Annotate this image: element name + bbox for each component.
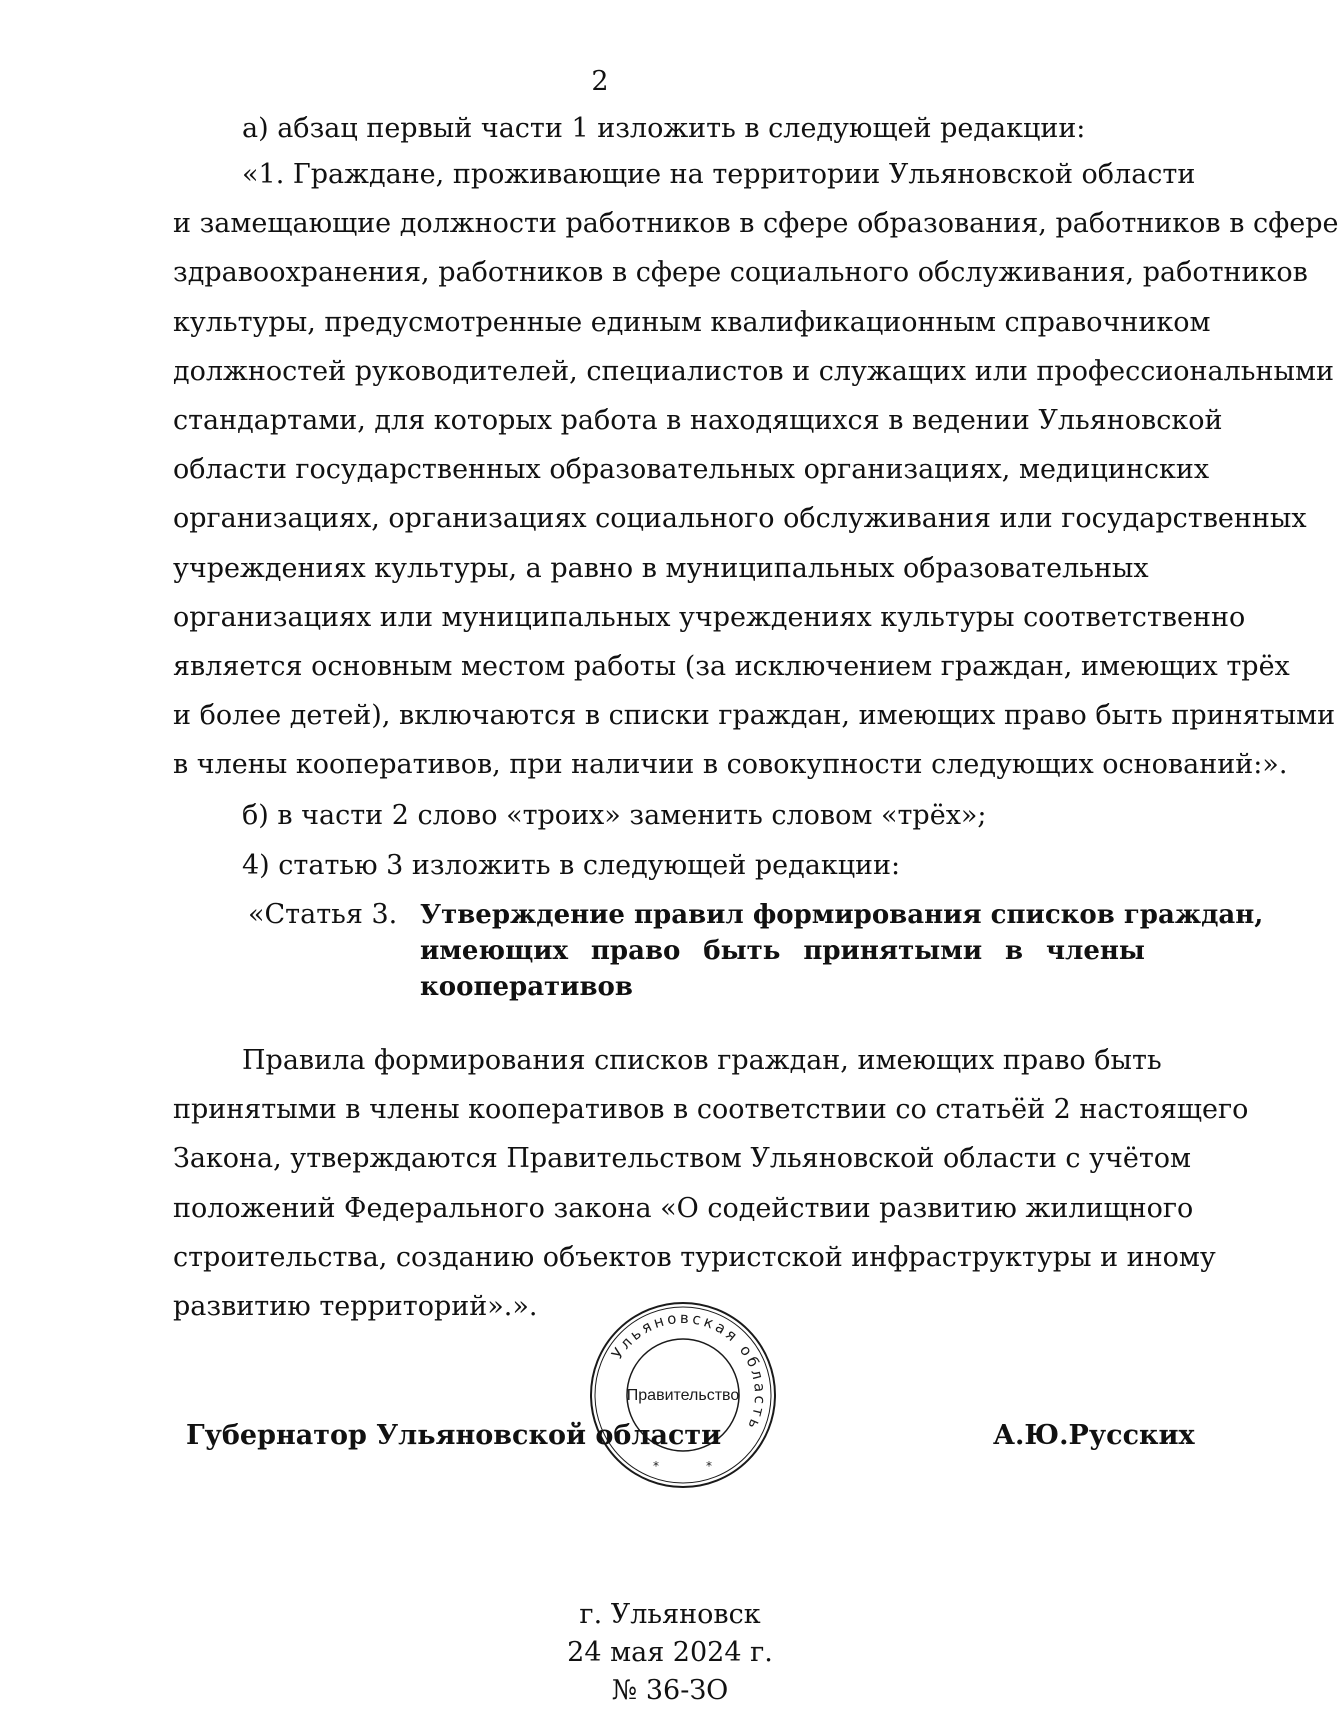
paragraph-line: организациях или муниципальных учреждениях культуры соответственно — [173, 601, 1246, 633]
item-a: а) абзац первый части 1 изложить в следующей редакции: — [242, 113, 1086, 144]
signature-name: А.Ю.Русских — [993, 1420, 1195, 1451]
paragraph-line: является основным местом работы (за исключением граждан, имеющих трёх — [173, 650, 1290, 682]
paragraph-line: организациях, организациях социального обслуживания или государственных — [173, 503, 1307, 535]
article-label: «Статья 3. — [248, 899, 398, 930]
paragraph-line: развитию территорий».». — [173, 1290, 538, 1322]
item-b: б) в части 2 слово «троих» заменить словом «трёх»; — [242, 800, 987, 831]
article-title-line: кооперативов — [420, 972, 633, 1002]
article-title-line: имеющих право быть принятыми в члены — [420, 936, 1145, 966]
seal-ring-text: Ульяновская область — [608, 1308, 770, 1435]
date: 24 мая 2024 г. — [567, 1637, 773, 1668]
paragraph-line: стандартами, для которых работа в находящихся в ведении Ульяновской — [173, 404, 1223, 436]
article-title — [420, 897, 1264, 1005]
svg-text:*: * — [653, 1459, 659, 1473]
item-4: 4) статью 3 изложить в следующей редакции: — [242, 850, 901, 881]
law-number: № 36-ЗО — [611, 1675, 729, 1706]
page-number: 2 — [591, 66, 609, 97]
paragraph-1 — [173, 150, 1339, 789]
paragraph-line: и более детей), включаются в списки граждан, имеющих право быть принятыми — [173, 700, 1336, 732]
paragraph-line: здравоохранения, работников в сфере социального обслуживания, работников — [173, 257, 1308, 289]
paragraph-line: принятыми в члены кооперативов в соответствии со статьёй 2 настоящего — [173, 1094, 1249, 1126]
paragraph-line: культуры, предусмотренные единым квалификационным справочником — [173, 306, 1211, 338]
paragraph-line: учреждениях культуры, а равно в муниципальных образовательных — [173, 552, 1149, 584]
svg-text:*: * — [706, 1459, 712, 1473]
official-seal — [588, 1300, 778, 1490]
paragraph-2 — [173, 1036, 1249, 1331]
paragraph-line: положений Федерального закона «О содействии развитию жилищного — [173, 1192, 1194, 1224]
article-title-line: Утверждение правил формирования списков граждан, — [420, 900, 1264, 930]
paragraph-line: области государственных образовательных организациях, медицинских — [173, 454, 1210, 486]
paragraph-line: строительства, созданию объектов туристской инфраструктуры и иному — [173, 1241, 1216, 1273]
paragraph-line: Правила формирования списков граждан, имеющих право быть — [242, 1045, 1162, 1076]
paragraph-line: в члены кооперативов, при наличии в совокупности следующих оснований:». — [173, 749, 1288, 781]
place: г. Ульяновск — [579, 1599, 761, 1630]
paragraph-line: «1. Граждане, проживающие на территории Ульяновской области — [242, 159, 1196, 190]
seal-center-text: Правительство — [626, 1387, 740, 1404]
paragraph-line: должностей руководителей, специалистов и служащих или профессиональными — [173, 355, 1334, 387]
signature-title: Губернатор Ульяновской области — [186, 1420, 722, 1451]
paragraph-line: Закона, утверждаются Правительством Ульяновской области с учётом — [173, 1143, 1192, 1175]
paragraph-line: и замещающие должности работников в сфере образования, работников в сфере — [173, 208, 1339, 240]
